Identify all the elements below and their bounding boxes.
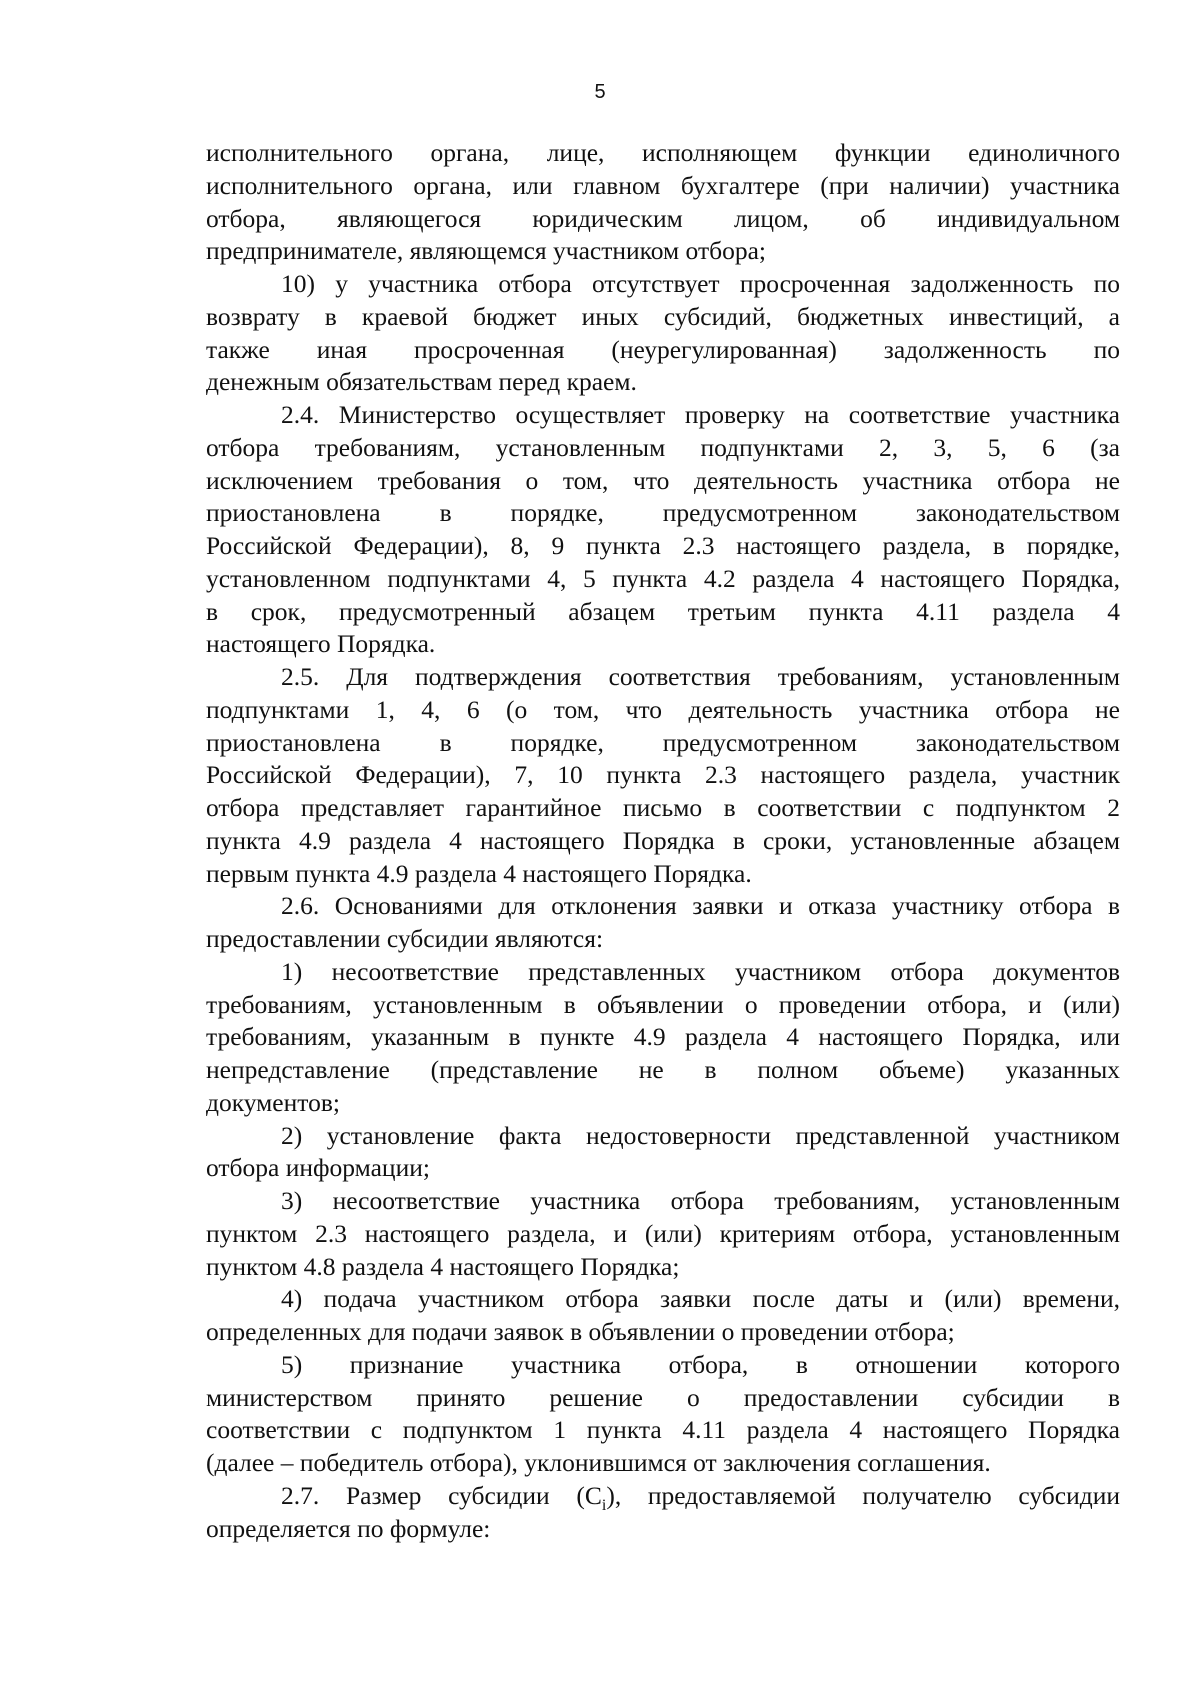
text-line: исключением требования о том, что деятельность участника отбора не — [206, 465, 1120, 495]
text-line: пунктом 2.3 настоящего раздела, и (или) критериям отбора, установленным — [206, 1218, 1120, 1248]
text-line: требованиям, указанным в пункте 4.9 раздела 4 настоящего Порядка, или — [206, 1022, 1120, 1052]
text-line: непредставление (представление не в полном объеме) указанных — [206, 1055, 1120, 1084]
text-line: также иная просроченная (неурегулированная) задолженность по — [206, 334, 1120, 364]
text-line: 3) несоответствие участника отбора требованиям, установленным — [281, 1186, 1120, 1215]
text-line: подпунктами 1, 4, 6 (о том, что деятельность участника отбора не — [206, 694, 1120, 724]
text-line: исполнительного органа, или главном бухгалтере (при наличии) участника — [206, 170, 1120, 200]
text-fragment: 2.7. Размер субсидии (С — [281, 1480, 602, 1510]
text-line: 5) признание участника отбора, в отношении которого — [281, 1349, 1120, 1379]
text-line: предпринимателе, являющемся участником отбора; — [206, 236, 766, 266]
text-line: отбора представляет гарантийное письмо в соответствии с подпунктом 2 — [206, 793, 1120, 822]
text-line: денежным обязательствам перед краем. — [206, 367, 637, 397]
text-line: требованиям, установленным в объявлении о проведении отбора, и (или) — [206, 989, 1120, 1019]
text-line: определенных для подачи заявок в объявлении о проведении отбора; — [206, 1317, 955, 1346]
text-line: предоставлении субсидии являются: — [206, 924, 604, 953]
text-line: 2.5. Для подтверждения соответствия требованиям, установленным — [281, 662, 1120, 691]
text-line: приостановлена в порядке, предусмотренном законодательством — [206, 498, 1120, 528]
text-line: возврату в краевой бюджет иных субсидий, бюджетных инвестиций, а — [206, 301, 1120, 331]
text-line: отбора, являющегося юридическим лицом, об индивидуальном — [206, 203, 1120, 233]
text-line: 10) у участника отбора отсутствует просроченная задолженность по — [281, 269, 1120, 298]
page-number: 5 — [594, 81, 606, 103]
text-line: исполнительного органа, лице, исполняющем функции единоличного — [206, 138, 1120, 167]
text-line: первым пункта 4.9 раздела 4 настоящего Порядка. — [206, 858, 752, 888]
text-line: 4) подача участником отбора заявки после даты и (или) времени, — [281, 1284, 1120, 1314]
text-line: 1) несоответствие представленных участником отбора документов — [281, 956, 1120, 986]
text-line: 2.4. Министерство осуществляет проверку на соответствие участника — [281, 400, 1120, 429]
text-fragment: ), предоставляемой получателю субсидии — [606, 1480, 1120, 1510]
text-line: приостановлена в порядке, предусмотренном законодательством — [206, 727, 1120, 757]
text-line: 2.6. Основаниями для отклонения заявки и отказа участнику отбора в — [281, 891, 1120, 921]
text-line-subsidy-size — [281, 1480, 1120, 1512]
text-line: Российской Федерации), 8, 9 пункта 2.3 настоящего раздела, в порядке, — [206, 531, 1120, 560]
text-line: 2) установление факта недостоверности представленной участником — [281, 1120, 1120, 1150]
subscript-index: i — [601, 1496, 607, 1514]
text-line: отбора информации; — [206, 1153, 430, 1183]
text-line: пунктом 4.8 раздела 4 настоящего Порядка; — [206, 1251, 680, 1281]
text-line: министерством принято решение о предоставлении субсидии в — [206, 1382, 1120, 1412]
text-line: пункта 4.9 раздела 4 настоящего Порядка в сроки, установленные абзацем — [206, 825, 1120, 855]
text-line: настоящего Порядка. — [206, 629, 436, 659]
text-line: Российской Федерации), 7, 10 пункта 2.3 настоящего раздела, участник — [206, 760, 1120, 790]
text-line: отбора требованиям, установленным подпунктами 2, 3, 5, 6 (за — [206, 432, 1120, 462]
text-line: установленном подпунктами 4, 5 пункта 4.2 раздела 4 настоящего Порядка, — [206, 563, 1120, 593]
text-line: документов; — [206, 1087, 340, 1117]
text-line: (далее – победитель отбора), уклонившимся от заключения соглашения. — [206, 1448, 991, 1477]
text-line: определяется по формуле: — [206, 1513, 491, 1543]
text-line: в срок, предусмотренный абзацем третьим пункта 4.11 раздела 4 — [206, 596, 1120, 626]
text-line: соответствии с подпунктом 1 пункта 4.11 раздела 4 настоящего Порядка — [206, 1415, 1120, 1445]
